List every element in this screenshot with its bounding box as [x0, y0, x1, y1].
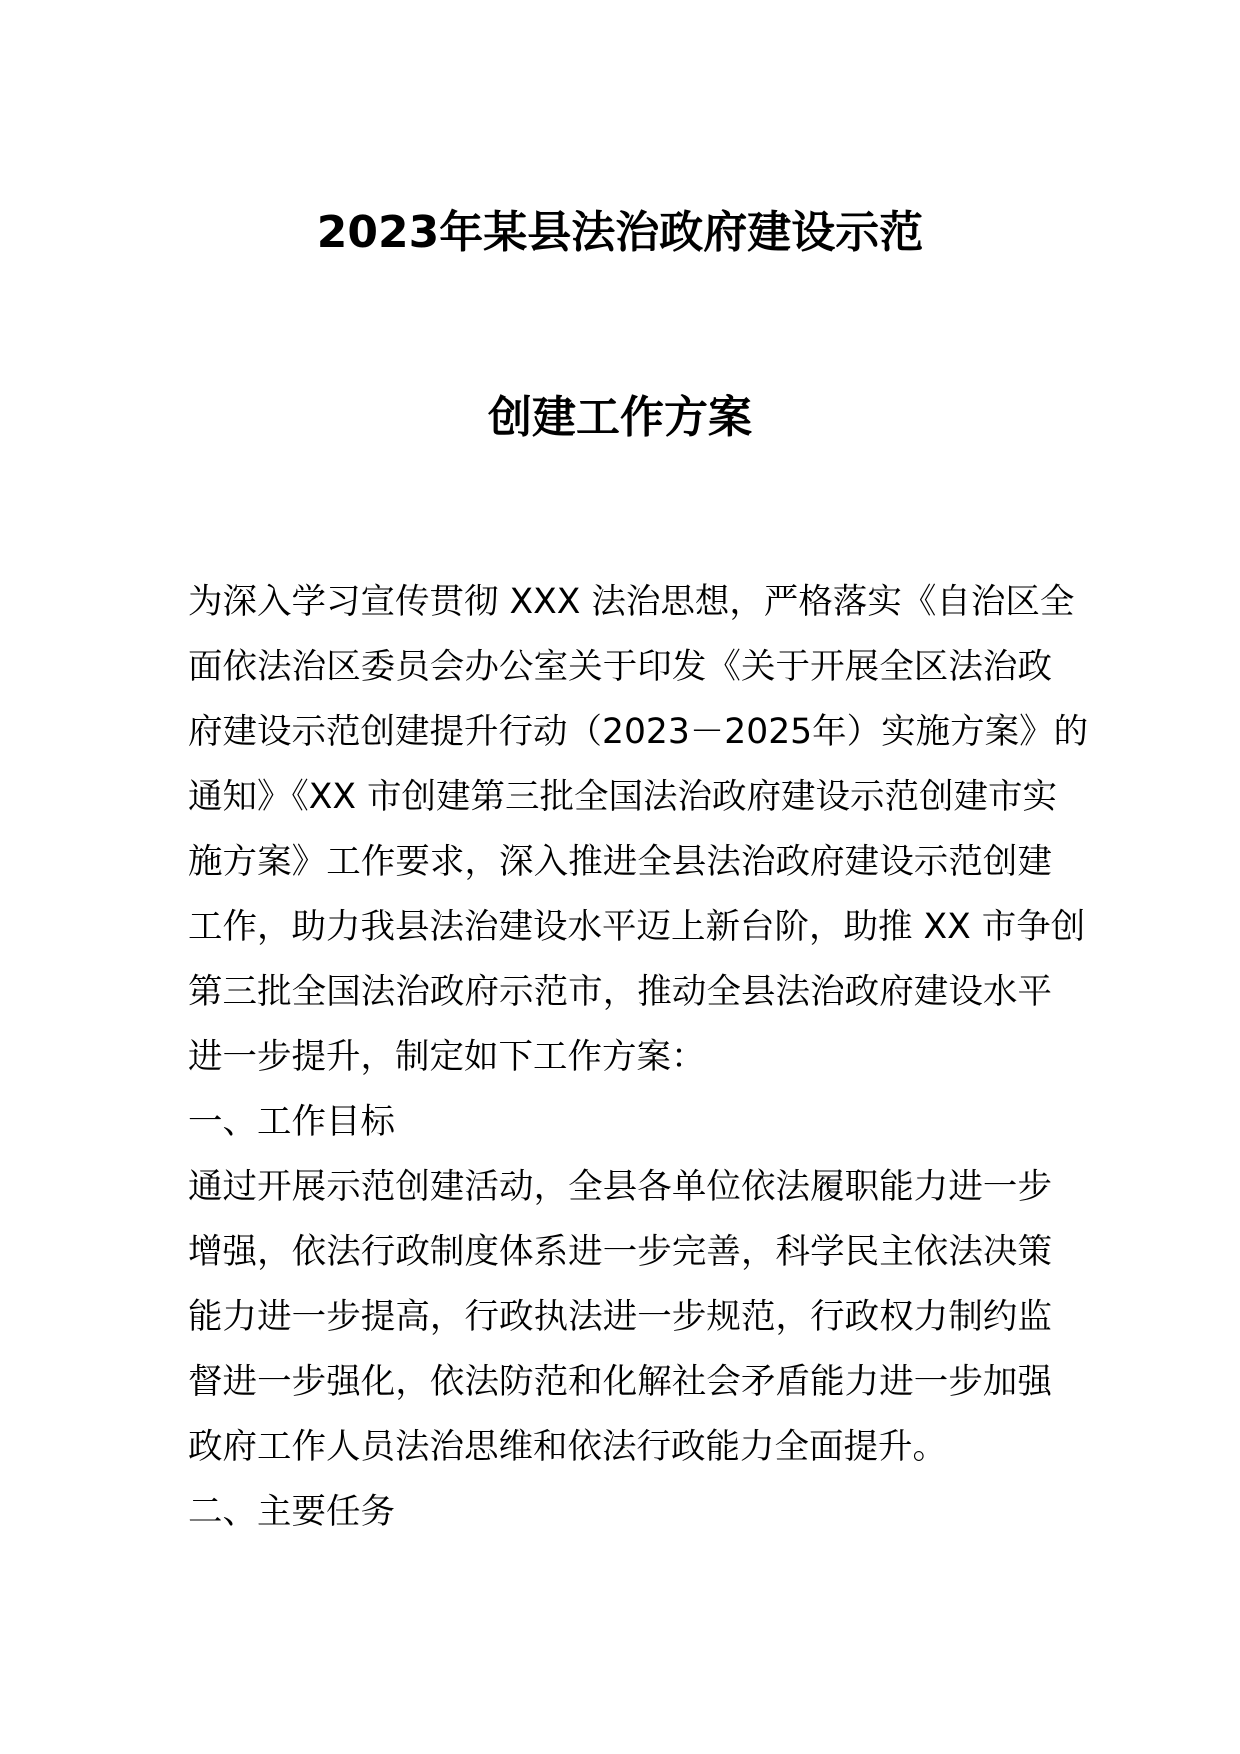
document-title-line-2: 创建工作方案	[488, 392, 752, 443]
intro-paragraph-line: 为深入学习宣传贯彻 XXX 法治思想，严格落实《自治区全	[188, 582, 1075, 622]
intro-paragraph-line: 面依法治区委员会办公室关于印发《关于开展全区法治政	[188, 647, 1052, 687]
section-heading-tasks: 二、主要任务	[188, 1492, 395, 1532]
document-title-line-1: 2023年某县法治政府建设示范	[316, 207, 924, 258]
section-heading-goals: 一、工作目标	[188, 1102, 395, 1142]
intro-paragraph-line: 府建设示范创建提升行动（2023－2025年）实施方案》的	[188, 712, 1089, 752]
goals-paragraph-line: 督进一步强化，依法防范和化解社会矛盾能力进一步加强	[188, 1362, 1052, 1402]
document-body	[188, 570, 1089, 1545]
goals-paragraph-line: 增强，依法行政制度体系进一步完善，科学民主依法决策	[188, 1232, 1052, 1272]
intro-paragraph-line: 进一步提升，制定如下工作方案：	[188, 1037, 706, 1077]
goals-paragraph-line: 能力进一步提高，行政执法进一步规范，行政权力制约监	[188, 1297, 1052, 1337]
intro-paragraph-line: 工作，助力我县法治建设水平迈上新台阶，助推 XX 市争创	[188, 907, 1086, 947]
intro-paragraph-line: 第三批全国法治政府示范市，推动全县法治政府建设水平	[188, 972, 1052, 1012]
intro-paragraph-line: 施方案》工作要求，深入推进全县法治政府建设示范创建	[188, 842, 1052, 882]
intro-paragraph-line: 通知》《XX 市创建第三批全国法治政府建设示范创建市实	[188, 777, 1057, 817]
goals-paragraph-line: 政府工作人员法治思维和依法行政能力全面提升。	[188, 1427, 947, 1467]
goals-paragraph-line: 通过开展示范创建活动，全县各单位依法履职能力进一步	[188, 1167, 1052, 1207]
